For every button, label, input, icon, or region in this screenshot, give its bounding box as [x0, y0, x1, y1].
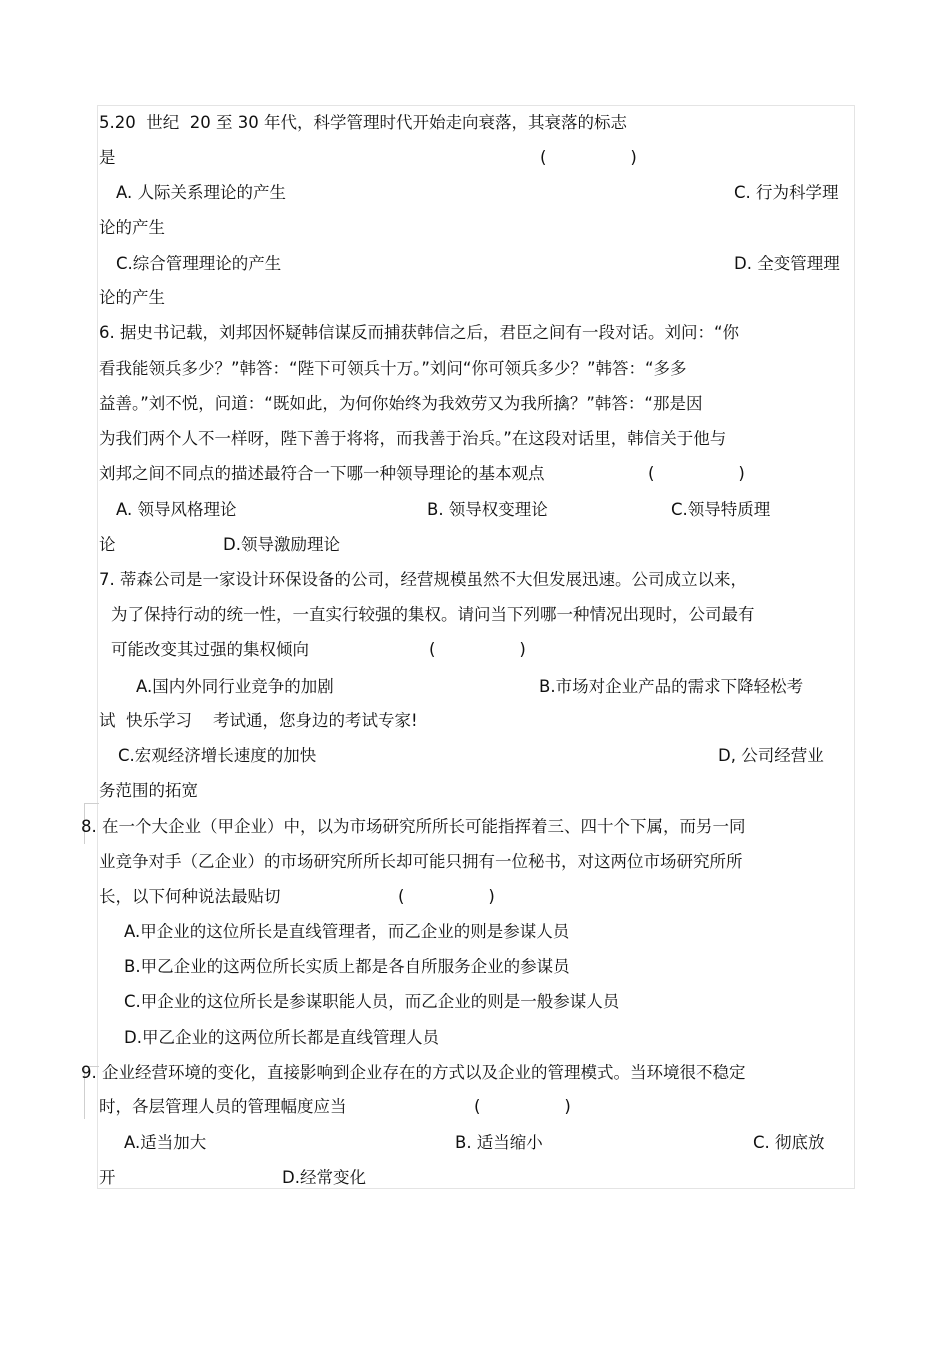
q9-stem-line2: 时，各层管理人员的管理幅度应当 — [99, 1097, 347, 1116]
q6-option-d: D.领导激励理论 — [223, 535, 340, 554]
q6-option-c-wrap: 论 — [99, 535, 116, 554]
q9-option-d: D.经常变化 — [282, 1168, 366, 1187]
q5-option-c2: C.综合管理理论的产生 — [116, 254, 282, 273]
q8-stem-line3: 长，以下何种说法最贴切 — [99, 887, 281, 906]
q6-stem-line1: 6. 据史书记载，刘邦因怀疑韩信谋反而捕获韩信之后，君臣之间有一段对话。刘问：“你 — [99, 323, 740, 342]
q6-stem-line3: 益善。”刘不悦，问道：“既如此，为何你始终为我效劳又为我所擒？”韩答：“那是因 — [99, 394, 703, 413]
q7-stem-line1: 7. 蒂森公司是一家设计环保设备的公司，经营规模虽然不大但发展迅速。公司成立以来， — [99, 570, 747, 589]
q8-option-b: B.甲乙企业的这两位所长实质上都是各自所服务企业的参谋员 — [124, 957, 570, 976]
q6-answer-paren: ( ) — [648, 464, 745, 483]
q7-stem-line2: 为了保持行动的统一性，一直实行较强的集权。请问当下列哪一种情况出现时，公司最有 — [111, 605, 755, 624]
q8-option-a: A.甲企业的这位所长是直线管理者，而乙企业的则是参谋人员 — [124, 922, 570, 941]
q5-option-d: D. 全变管理理 — [734, 254, 840, 273]
q5-option-a: A. 人际关系理论的产生 — [116, 183, 286, 202]
q8-option-d: D.甲乙企业的这两位所长都是直线管理人员 — [124, 1028, 439, 1047]
q8-stem-line1: 8. 在一个大企业（甲企业）中，以为市场研究所所长可能指挥着三、四十个下属，而另一同 — [81, 817, 746, 836]
q5-option-c1-wrap: 论的产生 — [99, 218, 165, 237]
q7-option-d-wrap: 务范围的拓宽 — [99, 781, 198, 800]
q7-option-a: A.国内外同行业竞争的加剧 — [136, 677, 334, 696]
q7-stem-line3: 可能改变其过强的集权倾向 — [111, 640, 309, 659]
q5-option-d-wrap: 论的产生 — [99, 288, 165, 307]
q7-option-d: D, 公司经营业 — [718, 746, 824, 765]
q8-stem-line2: 业竞争对手（乙企业）的市场研究所所长却可能只拥有一位秘书，对这两位市场研究所所 — [99, 852, 743, 871]
q6-option-b: B. 领导权变理论 — [427, 500, 548, 519]
q6-stem-line5: 刘邦之间不同点的描述最符合一下哪一种领导理论的基本观点 — [99, 464, 545, 483]
q8-answer-paren: ( ) — [398, 887, 495, 906]
q5-answer-paren: ( ) — [540, 148, 637, 167]
q9-stem-line1: 9. 企业经营环境的变化，直接影响到企业存在的方式以及企业的管理模式。当环境很不稳定 — [81, 1063, 746, 1082]
q5-option-c1: C. 行为科学理 — [734, 183, 839, 202]
q6-option-a: A. 领导风格理论 — [116, 500, 237, 519]
q6-stem-line2: 看我能领兵多少？”韩答：“陛下可领兵十万。”刘问“你可领兵多少？”韩答：“多多 — [99, 359, 687, 378]
q6-stem-line4: 为我们两个人不一样呀，陛下善于将将，而我善于治兵。”在这段对话里，韩信关于他与 — [99, 429, 727, 448]
q9-option-c-wrap: 开 — [99, 1168, 116, 1187]
q6-option-c: C.领导特质理 — [671, 500, 771, 519]
q5-stem-line1: 5.20 世纪 20 至 30 年代，科学管理时代开始走向衰落，其衰落的标志 — [99, 113, 627, 132]
q5-stem-line2: 是 — [99, 148, 116, 167]
q7-option-b: B.市场对企业产品的需求下降轻松考 — [539, 677, 804, 696]
q7-answer-paren: ( ) — [429, 640, 526, 659]
q9-option-c: C. 彻底放 — [753, 1133, 825, 1152]
q9-answer-paren: ( ) — [474, 1097, 571, 1116]
q9-option-a: A.适当加大 — [124, 1133, 207, 1152]
q7-option-b-wrap: 试 快乐学习 考试通，您身边的考试专家! — [99, 711, 418, 730]
q9-option-b: B. 适当缩小 — [455, 1133, 543, 1152]
q7-option-c: C.宏观经济增长速度的加快 — [118, 746, 317, 765]
q8-option-c: C.甲企业的这位所长是参谋职能人员，而乙企业的则是一般参谋人员 — [124, 992, 620, 1011]
